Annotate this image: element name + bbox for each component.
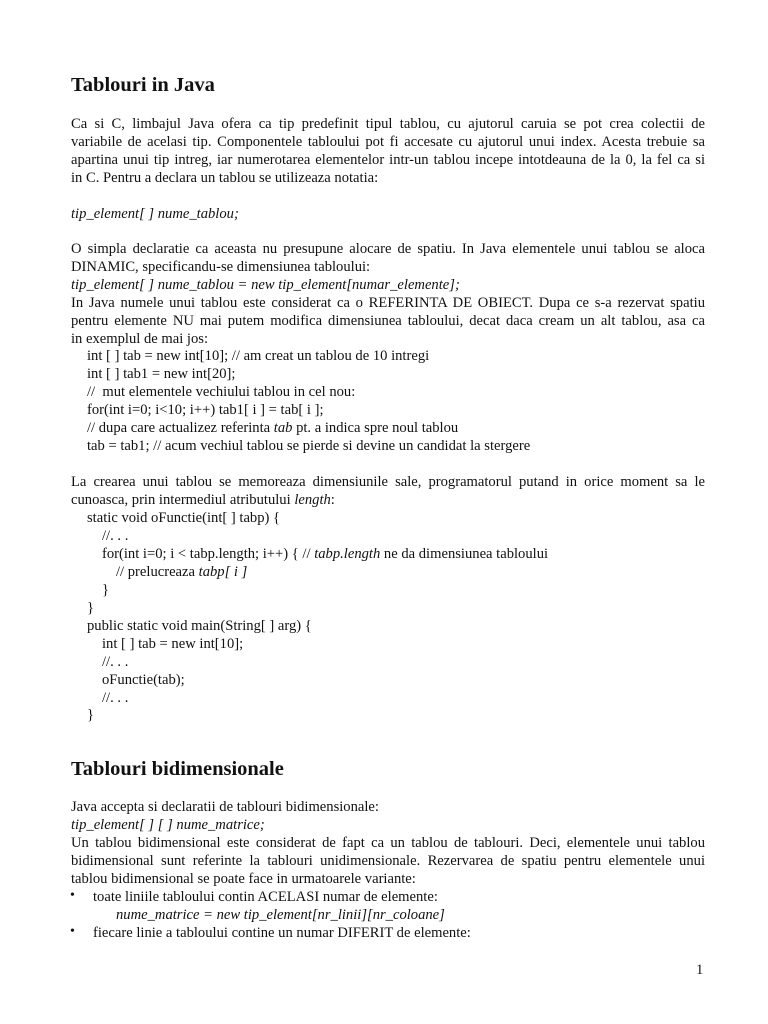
paragraph-line: variabile de acelasi tip. Componentele tabloului pot fi accesate cu ajutorul unui index. Acesta trebuie sa <box>71 134 705 150</box>
paragraph-line: Java accepta si declaratii de tablouri bidimensionale: <box>71 799 379 815</box>
code-line: for(int i=0; i<10; i++) tab1[ i ] = tab[ i ]; <box>87 402 324 418</box>
code-line: tab = tab1; // acum vechiul tablou se pierde si devine un candidat la stergere <box>87 438 531 454</box>
paragraph-line: bidimensional sunt referinte la tablouri unidimensionale. Rezervarea de spatiu pentru elementele unui <box>71 853 705 869</box>
code-line: public static void main(String[ ] arg) { <box>87 618 312 634</box>
code-line <box>102 545 548 563</box>
section-title-bidimensional: Tablouri bidimensionale <box>71 758 284 780</box>
code-italic: tab <box>273 420 293 436</box>
text: : <box>330 492 335 508</box>
code-line: //. . . <box>102 654 129 670</box>
code-line: static void oFunctie(int[ ] tabp) { <box>87 510 281 526</box>
code-line: //. . . <box>102 528 129 544</box>
code-line: } <box>87 707 95 723</box>
code-line: int [ ] tab = new int[10]; // am creat un tablou de 10 intregi <box>87 348 430 364</box>
paragraph-line: tablou bidimensional se poate face in urmatoarele variante: <box>71 871 416 887</box>
code-comment: // dupa care actualizez referinta <box>87 420 274 436</box>
code-line <box>87 419 458 437</box>
bullet-icon: • <box>70 924 75 939</box>
paragraph-line: O simpla declaratie ca aceasta nu presupune alocare de spatiu. In Java elementele unui tablou se aloca <box>71 241 705 257</box>
bullet-item: toate liniile tabloului contin ACELASI numar de elemente: <box>93 889 438 905</box>
paragraph-line: In Java numele unui tablou este considerat ca o REFERINTA DE OBIECT. Dupa ce s-a rezervat spatiu <box>71 295 705 311</box>
text: cunoasca, prin intermediul atributului <box>71 492 295 508</box>
code-italic: tabp[ i ] <box>198 564 248 580</box>
bullet-code: nume_matrice = new tip_element[nr_linii][nr_coloane] <box>116 907 445 923</box>
paragraph-line: Ca si C, limbajul Java ofera ca tip predefinit tipul tablou, cu ajutorul caruia se pot crea colectii de <box>71 116 705 132</box>
allocation-syntax: tip_element[ ] nume_tablou = new tip_element[numar_elemente]; <box>71 277 460 293</box>
code-line: int [ ] tab1 = new int[20]; <box>87 366 236 382</box>
matrix-declaration: tip_element[ ] [ ] nume_matrice; <box>71 817 265 833</box>
code-comment: pt. a indica spre noul tablou <box>292 420 459 436</box>
paragraph-line: pentru elemente NU mai putem modifica dimensiunea tabloului, decat daca cream un alt tablou, asa ca <box>71 313 705 329</box>
code-line: int [ ] tab = new int[10]; <box>102 636 244 652</box>
code-line: // mut elementele vechiului tablou in cel nou: <box>87 384 356 400</box>
paragraph-line: DINAMIC, specificandu-se dimensiunea tabloului: <box>71 259 371 275</box>
code-line: oFunctie(tab); <box>102 672 185 688</box>
code-line <box>116 563 247 581</box>
paragraph-line <box>71 491 705 509</box>
italic-term: length <box>294 492 331 508</box>
bullet-icon: • <box>70 888 75 903</box>
bullet-item: fiecare linie a tabloului contine un numar DIFERIT de elemente: <box>93 925 471 941</box>
page-number: 1 <box>696 962 704 978</box>
code-line: //. . . <box>102 690 129 706</box>
code-italic: tabp.length <box>314 546 381 562</box>
code-text: // prelucreaza <box>116 564 199 580</box>
code-text: for(int i=0; i < tabp.length; i++) { // <box>102 546 315 562</box>
section-title-arrays: Tablouri in Java <box>71 74 215 96</box>
paragraph-line: apartina unui tip intreg, iar numerotarea elementelor intr-un tablou incepe intotdeauna de la 0, la fel ca si <box>71 152 705 168</box>
paragraph-line: Un tablou bidimensional este considerat de fapt ca un tablou de tablouri. Deci, elementele unui tablou <box>71 835 705 851</box>
code-text: ne da dimensiunea tabloului <box>380 546 549 562</box>
paragraph-line: La crearea unui tablou se memoreaza dimensiunile sale, programatorul putand in orice moment sa le <box>71 474 705 490</box>
paragraph-line: in exemplul de mai jos: <box>71 331 208 347</box>
code-line: } <box>87 600 95 616</box>
code-line: } <box>102 582 110 598</box>
declaration-syntax: tip_element[ ] nume_tablou; <box>71 206 239 222</box>
paragraph-line: in C. Pentru a declara un tablou se utilizeaza notatia: <box>71 170 379 186</box>
